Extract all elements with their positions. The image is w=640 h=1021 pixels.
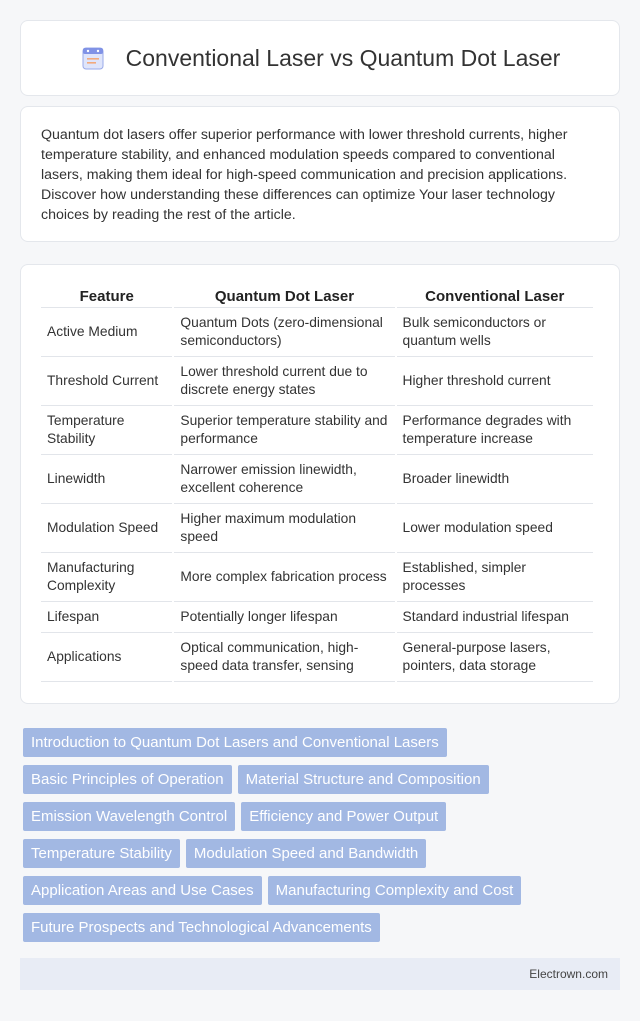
topic-link-introduction[interactable]: Introduction to Quantum Dot Lasers and Conventional Lasers: [23, 728, 447, 757]
topic-links: [23, 728, 623, 950]
table-row: [41, 633, 593, 682]
topic-link-material-structure[interactable]: Material Structure and Composition: [238, 765, 489, 794]
table-cell: Performance degrades with temperature increase: [397, 406, 593, 455]
header-conventional: Conventional Laser: [397, 285, 593, 308]
header-quantum-dot: Quantum Dot Laser: [174, 285, 394, 308]
intro-text: Quantum dot lasers offer superior performance with lower threshold currents, higher temperature stability, and enhanced modulation speeds compared to conventional lasers, making them ideal for high-speed communication and precision applications. Discover how understanding these differences can optimize Your laser technology choices by reading the rest of the article.: [41, 127, 568, 223]
table-header-row: [41, 285, 593, 308]
table-cell: Higher maximum modulation speed: [174, 504, 394, 553]
table-row: [41, 455, 593, 504]
table-cell: More complex fabrication process: [174, 553, 394, 602]
table-cell: Broader linewidth: [397, 455, 593, 504]
table-cell: Potentially longer lifespan: [174, 602, 394, 633]
table-cell: Temperature Stability: [41, 406, 172, 455]
table-cell: Active Medium: [41, 308, 172, 357]
link-row: [23, 876, 623, 905]
topic-link-efficiency-power[interactable]: Efficiency and Power Output: [241, 802, 446, 831]
table-cell: Superior temperature stability and performance: [174, 406, 394, 455]
table-cell: Quantum Dots (zero-dimensional semiconductors): [174, 308, 394, 357]
topic-link-basic-principles[interactable]: Basic Principles of Operation: [23, 765, 232, 794]
table-cell: Established, simpler processes: [397, 553, 593, 602]
table-cell: Lower threshold current due to discrete energy states: [174, 357, 394, 406]
footer: [20, 958, 620, 990]
table-row: [41, 602, 593, 633]
topic-link-application-areas[interactable]: Application Areas and Use Cases: [23, 876, 262, 905]
comparison-table: [39, 285, 595, 682]
table-cell: Threshold Current: [41, 357, 172, 406]
page-title: Conventional Laser vs Quantum Dot Laser: [125, 44, 561, 71]
topic-link-temperature-stability[interactable]: Temperature Stability: [23, 839, 180, 868]
table-cell: General-purpose lasers, pointers, data storage: [397, 633, 593, 682]
table-cell: Lower modulation speed: [397, 504, 593, 553]
table-row: [41, 406, 593, 455]
title-card: [20, 20, 620, 96]
table-cell: Bulk semiconductors or quantum wells: [397, 308, 593, 357]
footer-site-link[interactable]: Electrown.com: [529, 967, 608, 981]
document-icon: [80, 45, 106, 71]
table-cell: Higher threshold current: [397, 357, 593, 406]
table-cell: Manufacturing Complexity: [41, 553, 172, 602]
header-feature: Feature: [41, 285, 172, 308]
intro-card: [20, 106, 620, 242]
link-row: [23, 839, 623, 868]
table-cell: Linewidth: [41, 455, 172, 504]
topic-link-manufacturing-cost[interactable]: Manufacturing Complexity and Cost: [268, 876, 522, 905]
table-cell: Lifespan: [41, 602, 172, 633]
comparison-table-card: [20, 264, 620, 704]
table-cell: Standard industrial lifespan: [397, 602, 593, 633]
link-row: [23, 802, 623, 831]
table-row: [41, 308, 593, 357]
link-row: [23, 913, 623, 942]
table-row: [41, 504, 593, 553]
table-cell: Applications: [41, 633, 172, 682]
table-cell: Optical communication, high-speed data transfer, sensing: [174, 633, 394, 682]
table-row: [41, 357, 593, 406]
topic-link-emission-wavelength[interactable]: Emission Wavelength Control: [23, 802, 235, 831]
link-row: [23, 728, 623, 757]
table-cell: Narrower emission linewidth, excellent coherence: [174, 455, 394, 504]
link-row: [23, 765, 623, 794]
table-row: [41, 553, 593, 602]
topic-link-modulation-speed[interactable]: Modulation Speed and Bandwidth: [186, 839, 426, 868]
table-cell: Modulation Speed: [41, 504, 172, 553]
topic-link-future-prospects[interactable]: Future Prospects and Technological Advancements: [23, 913, 380, 942]
